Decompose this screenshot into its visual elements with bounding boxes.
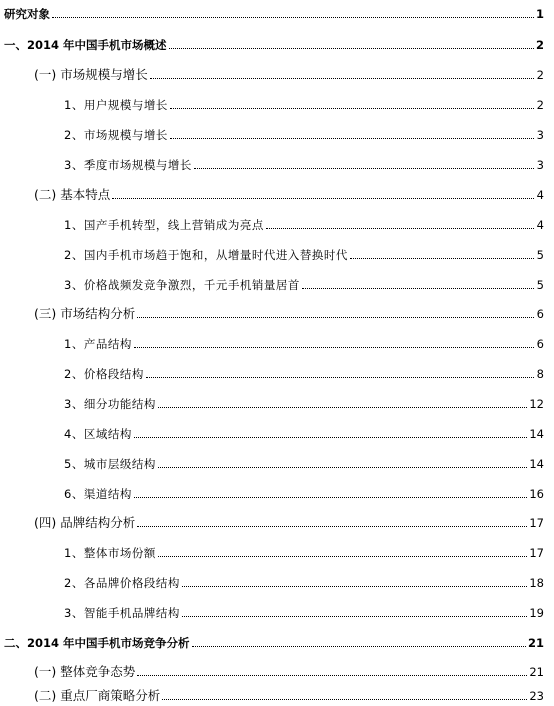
toc-entry-title: 4、区域结构 (64, 427, 132, 441)
toc-entry-page: 14 (529, 457, 544, 471)
toc-entry-1-1-1[interactable] (0, 93, 554, 113)
dot-leader (182, 616, 528, 617)
toc-entry-page: 17 (529, 516, 544, 530)
toc-entry-title: (一) 整体竞争态势 (34, 664, 136, 679)
dot-leader (134, 437, 528, 438)
toc-entry-2-1[interactable] (0, 660, 554, 680)
dot-leader (266, 228, 534, 229)
toc-entry-title: (二) 重点厂商策略分析 (34, 688, 161, 703)
toc-entry-page: 6 (536, 307, 544, 321)
toc-entry-title: 5、城市层级结构 (64, 457, 156, 471)
toc-entry-1-2[interactable] (0, 183, 554, 203)
toc-entry-page: 14 (529, 427, 544, 441)
dot-leader (137, 526, 527, 527)
toc-entry-page: 2 (536, 68, 544, 82)
toc-entry-1-3-2[interactable] (0, 362, 554, 382)
toc-entry-1-4-3[interactable] (0, 601, 554, 621)
toc-entry-page: 21 (529, 665, 544, 679)
toc-entry-1-4-2[interactable] (0, 571, 554, 591)
toc-entry-1-3-4[interactable] (0, 422, 554, 442)
toc-entry-title: 1、用户规模与增长 (64, 98, 168, 112)
toc-entry-title: 3、价格战频发竞争激烈，千元手机销量居首 (64, 278, 300, 292)
toc-entry-page: 5 (536, 278, 544, 292)
toc-entry-1-3-5[interactable] (0, 452, 554, 472)
toc-entry-title: 1、国产手机转型，线上营销成为亮点 (64, 218, 264, 232)
dot-leader (158, 467, 528, 468)
dot-leader (112, 198, 534, 199)
toc-entry-1-3[interactable] (0, 302, 554, 322)
dot-leader (52, 17, 534, 18)
toc-entry-page: 1 (535, 7, 544, 21)
toc-entry-title: 2、各品牌价格段结构 (64, 576, 180, 590)
dot-leader (192, 646, 526, 647)
toc-entry-page: 23 (529, 689, 544, 703)
toc-entry-1-1[interactable] (0, 63, 554, 83)
toc-entry-1-3-6[interactable] (0, 482, 554, 502)
toc-entry-page: 5 (536, 248, 544, 262)
toc-entry-research-object[interactable] (0, 2, 554, 22)
toc-entry-page: 21 (527, 636, 544, 650)
toc-entry-page: 12 (529, 397, 544, 411)
toc-entry-1-2-2[interactable] (0, 243, 554, 263)
toc-entry-1-4[interactable] (0, 511, 554, 531)
dot-leader (134, 497, 528, 498)
toc-entry-page: 3 (536, 158, 544, 172)
toc-entry-section-1[interactable] (0, 33, 554, 53)
dot-leader (146, 377, 534, 378)
dot-leader (158, 407, 528, 408)
toc-entry-page: 19 (529, 606, 544, 620)
toc-entry-page: 16 (529, 487, 544, 501)
toc-entry-title: 3、季度市场规模与增长 (64, 158, 192, 172)
toc-entry-title: (二) 基本特点 (34, 187, 111, 202)
toc-entry-title: (三) 市场结构分析 (34, 306, 136, 321)
dot-leader (350, 258, 534, 259)
toc-entry-page: 2 (536, 98, 544, 112)
dot-leader (302, 288, 534, 289)
toc-entry-title: 2、国内手机市场趋于饱和，从增量时代进入替换时代 (64, 248, 348, 262)
toc-entry-1-3-3[interactable] (0, 392, 554, 412)
toc-entry-1-2-1[interactable] (0, 213, 554, 233)
toc-entry-title: 6、渠道结构 (64, 487, 132, 501)
toc-entry-title: 研究对象 (4, 7, 50, 21)
toc-entry-title: 2、价格段结构 (64, 367, 144, 381)
dot-leader (182, 586, 528, 587)
dot-leader (194, 168, 534, 169)
toc-entry-page: 18 (529, 576, 544, 590)
dot-leader (134, 347, 534, 348)
dot-leader (170, 138, 534, 139)
toc-entry-title: 3、智能手机品牌结构 (64, 606, 180, 620)
toc-entry-page: 17 (529, 546, 544, 560)
toc-entry-section-2[interactable] (0, 631, 554, 651)
dot-leader (162, 699, 527, 700)
toc-entry-title: (一) 市场规模与增长 (34, 67, 148, 82)
toc-entry-1-2-3[interactable] (0, 273, 554, 293)
toc-entry-2-2[interactable] (0, 684, 554, 704)
dot-leader (137, 675, 527, 676)
toc-entry-page: 4 (536, 218, 544, 232)
dot-leader (137, 317, 534, 318)
toc-entry-title: 二、2014 年中国手机市场竞争分析 (4, 636, 190, 650)
toc-entry-page: 8 (536, 367, 544, 381)
toc-entry-1-4-1[interactable] (0, 541, 554, 561)
toc-entry-title: 3、细分功能结构 (64, 397, 156, 411)
dot-leader (169, 48, 534, 49)
toc-entry-title: 一、2014 年中国手机市场概述 (4, 38, 167, 52)
toc-entry-1-1-3[interactable] (0, 153, 554, 173)
toc-entry-page: 2 (535, 38, 544, 52)
toc-entry-title: (四) 品牌结构分析 (34, 515, 136, 530)
toc-entry-page: 3 (536, 128, 544, 142)
toc-entry-title: 2、市场规模与增长 (64, 128, 168, 142)
toc-entry-page: 4 (536, 188, 544, 202)
dot-leader (158, 556, 528, 557)
toc-entry-page: 6 (536, 337, 544, 351)
toc-entry-title: 1、整体市场份额 (64, 546, 156, 560)
dot-leader (150, 78, 534, 79)
dot-leader (170, 108, 534, 109)
toc-entry-1-3-1[interactable] (0, 332, 554, 352)
toc-entry-1-1-2[interactable] (0, 123, 554, 143)
toc-entry-title: 1、产品结构 (64, 337, 132, 351)
